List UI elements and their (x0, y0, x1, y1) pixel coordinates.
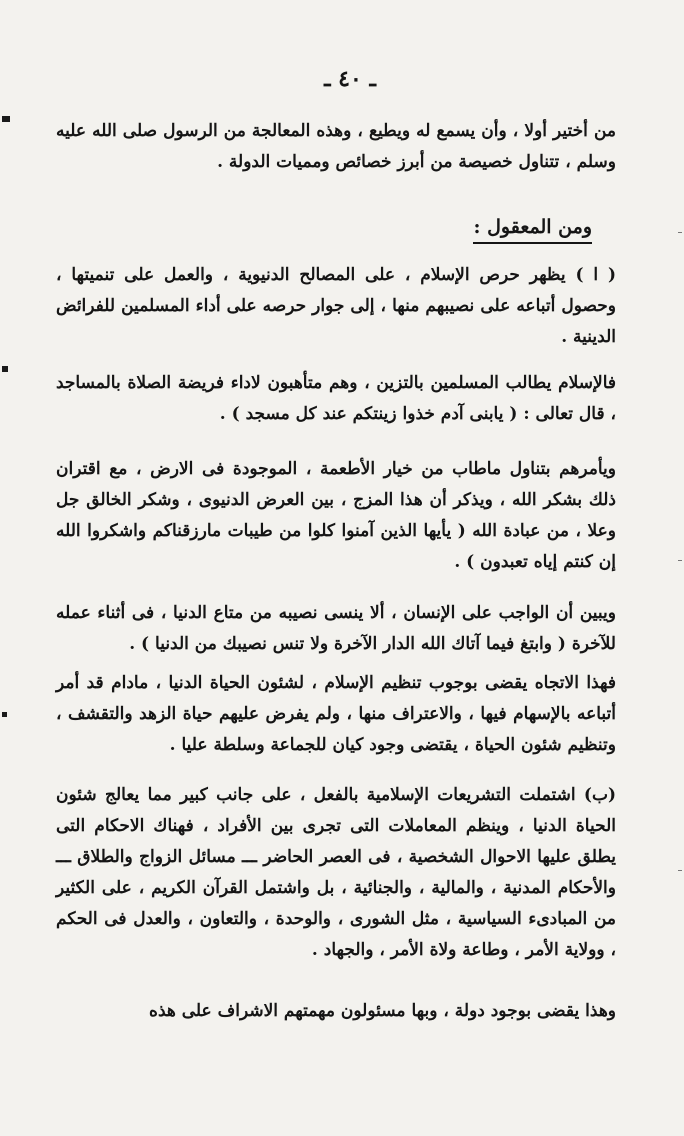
paragraph-text: (ب) اشتملت التشريعات الإسلامية بالفعل ، على جانب كبير مما يعالج شئون الحياة الدنيا ، وينظم المعاملات التى تجرى بين الأفراد ، فهناك الاحكام التى يطلق عليها الاحوال الشخصية ، فى العصر الحاضر ـــ مسائل الزواج والطلاق ـــ والأحكام المدنية ، والمالية ، والجنائية ، بل واشتمل القرآن الكريم ، على الكثير من المبادىء السياسية ، مثل الشورى ، والوحدة ، والتعاون ، والعدل فى الحكم ، وولاية الأمر ، وطاعة ولاة الأمر ، والجهاد . (56, 785, 616, 960)
paragraph-6 (56, 780, 616, 966)
paragraph-1 (56, 260, 616, 353)
paragraph-text: وهذا يقضى بوجود دولة ، وبها مسئولون مهمتهم الاشراف على هذه (149, 1001, 616, 1021)
paragraph-2 (56, 368, 616, 430)
paragraph-4 (56, 598, 616, 660)
margin-mark (2, 116, 10, 122)
edge-tick (678, 232, 682, 233)
paragraph-text: ويبين أن الواجب على الإنسان ، ألا ينسى نصيبه من متاع الدنيا ، فى أثناء عمله للآخرة ( وابتغ فيما آتاك الله الدار الآخرة ولا تنس نصيبك من الدنيا ) . (56, 603, 616, 654)
paragraph-7 (56, 996, 616, 1027)
paragraph-5 (56, 668, 616, 761)
margin-mark (2, 366, 8, 372)
paragraph-3 (56, 454, 616, 578)
edge-tick (678, 870, 682, 871)
edge-tick (678, 560, 682, 561)
section-heading: ومن المعقول : (473, 214, 592, 244)
paragraph-text: ( ا ) يظهر حرص الإسلام ، على المصالح الدنيوية ، والعمل على تنميتها ، وحصول أتباعه على نصيبهم منها ، إلى جوار حرصه على أداء المسلمين للفرائض الدينية . (56, 265, 616, 347)
paragraph-text: فهذا الاتجاه يقضى بوجوب تنظيم الإسلام ، لشئون الحياة الدنيا ، مادام قد أمر أتباعه بالإسهام فيها ، والاعتراف منها ، ولم يفرض عليهم حياة الزهد والتقشف ، وتنظيم شئون الحياة ، يقتضى وجود كيان للجماعة وسلطة عليا . (56, 673, 616, 755)
margin-mark (2, 712, 7, 717)
intro-paragraph (56, 116, 616, 178)
intro-text: من أختير أولا ، وأن يسمع له ويطيع ، وهذه المعالجة من الرسول صلى الله عليه وسلم ، تتناول خصيصة من أبرز خصائص ومميات الدولة . (56, 121, 616, 172)
page-number: ـ ٤٠ ـ (324, 66, 376, 92)
paragraph-text: فالإسلام يطالب المسلمين بالتزين ، وهم متأهبون لاداء فريضة الصلاة بالمساجد ، قال تعالى : ( يابنى آدم خذوا زينتكم عند كل مسجد ) . (56, 373, 616, 424)
paragraph-text: ويأمرهم بتناول ماطاب من خيار الأطعمة ، الموجودة فى الارض ، مع اقتران ذلك بشكر الله ، ويذكر أن هذا المزج ، بين العرض الدنيوى ، وشكر الخالق جل وعلا ، من عبادة الله ( يأيها الذين آمنوا كلوا من طيبات مارزقناكم واشكروا الله إن كنتم إياه تعبدون ) . (56, 459, 616, 572)
